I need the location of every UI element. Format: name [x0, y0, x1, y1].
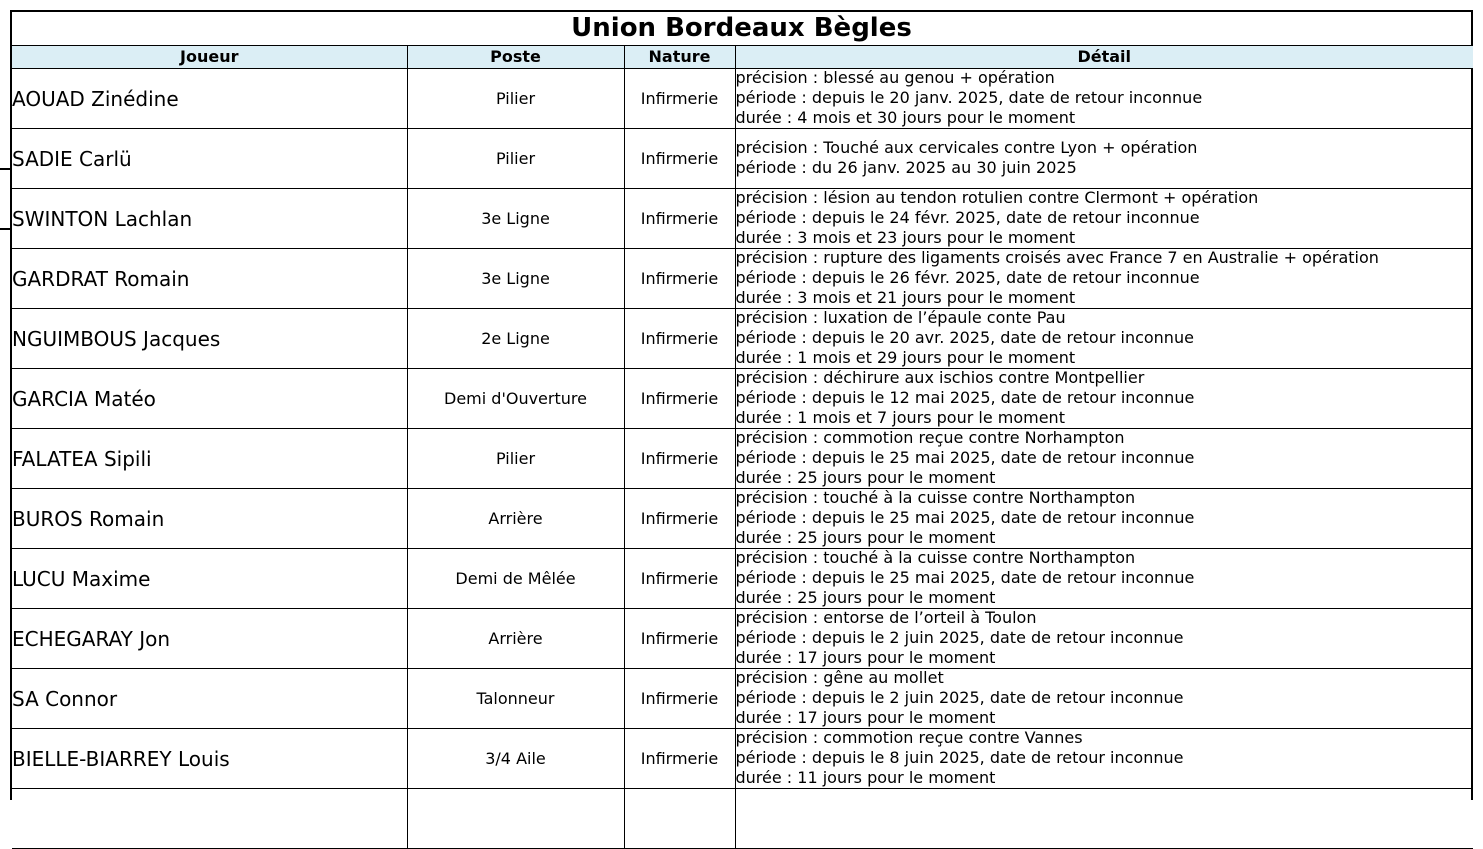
cell-nature[interactable]: Infirmerie — [624, 549, 735, 609]
detail-line: durée : 4 mois et 30 jours pour le moment — [735, 108, 1076, 127]
detail-line: précision : luxation de l’épaule conte Pau — [735, 308, 1066, 327]
cell-poste[interactable]: 3/4 Aile — [407, 729, 624, 789]
column-header-detail[interactable]: Détail — [735, 46, 1473, 69]
cell-poste[interactable]: Demi d'Ouverture — [407, 369, 624, 429]
cell-poste[interactable]: Talonneur — [407, 669, 624, 729]
table-row — [12, 249, 1473, 309]
cell-detail[interactable] — [735, 669, 1473, 729]
header-row — [12, 46, 1473, 69]
cell-poste[interactable]: 3e Ligne — [407, 189, 624, 249]
detail-line: durée : 25 jours pour le moment — [735, 588, 996, 607]
detail-line: durée : 17 jours pour le moment — [735, 648, 996, 667]
cell-joueur[interactable]: SWINTON Lachlan — [12, 189, 407, 249]
cell-detail[interactable] — [735, 369, 1473, 429]
detail-line: période : depuis le 26 févr. 2025, date de retour inconnue — [735, 268, 1200, 287]
detail-line: période : depuis le 25 mai 2025, date de retour inconnue — [735, 568, 1195, 587]
detail-line: précision : touché à la cuisse contre Northampton — [735, 488, 1136, 507]
detail-line: période : depuis le 25 mai 2025, date de retour inconnue — [735, 508, 1195, 527]
cell-detail[interactable] — [735, 129, 1473, 189]
table-row — [12, 429, 1473, 489]
cell-poste[interactable]: 2e Ligne — [407, 309, 624, 369]
cell-detail[interactable] — [735, 189, 1473, 249]
detail-line: période : depuis le 2 juin 2025, date de retour inconnue — [735, 628, 1184, 647]
cell-poste[interactable]: Pilier — [407, 69, 624, 129]
detail-line: précision : rupture des ligaments croisés avec France 7 en Australie + opération — [735, 248, 1379, 267]
cell-nature[interactable]: Infirmerie — [624, 369, 735, 429]
injury-table — [12, 46, 1473, 849]
cell-nature[interactable]: Infirmerie — [624, 489, 735, 549]
detail-line: précision : commotion reçue contre Vannes — [735, 728, 1083, 747]
detail-line: période : depuis le 20 avr. 2025, date de retour inconnue — [735, 328, 1194, 347]
detail-line: durée : 1 mois et 7 jours pour le moment — [735, 408, 1065, 427]
detail-line: précision : déchirure aux ischios contre Montpellier — [735, 368, 1145, 387]
detail-line: précision : entorse de l’orteil à Toulon — [735, 608, 1037, 627]
detail-line: durée : 25 jours pour le moment — [735, 468, 996, 487]
cell-poste[interactable]: Arrière — [407, 609, 624, 669]
cell-joueur[interactable]: ECHEGARAY Jon — [12, 609, 407, 669]
cell-nature[interactable]: Infirmerie — [624, 429, 735, 489]
empty-cell[interactable] — [624, 789, 735, 849]
table-row — [12, 549, 1473, 609]
row-marker — [0, 228, 10, 230]
detail-line: période : depuis le 20 janv. 2025, date de retour inconnue — [735, 88, 1203, 107]
cell-poste[interactable]: 3e Ligne — [407, 249, 624, 309]
column-header-joueur[interactable]: Joueur — [12, 46, 407, 69]
detail-line: période : depuis le 2 juin 2025, date de retour inconnue — [735, 688, 1184, 707]
cell-joueur[interactable]: NGUIMBOUS Jacques — [12, 309, 407, 369]
cell-poste[interactable]: Pilier — [407, 429, 624, 489]
detail-line: précision : lésion au tendon rotulien contre Clermont + opération — [735, 188, 1259, 207]
cell-nature[interactable]: Infirmerie — [624, 729, 735, 789]
cell-detail[interactable] — [735, 489, 1473, 549]
cell-joueur[interactable]: FALATEA Sipili — [12, 429, 407, 489]
detail-line: durée : 3 mois et 21 jours pour le moment — [735, 288, 1076, 307]
table-row — [12, 729, 1473, 789]
detail-line: précision : blessé au genou + opération — [735, 68, 1055, 87]
cell-detail[interactable] — [735, 429, 1473, 489]
table-row — [12, 309, 1473, 369]
detail-line: durée : 11 jours pour le moment — [735, 768, 996, 787]
table-row — [12, 129, 1473, 189]
cell-poste[interactable]: Arrière — [407, 489, 624, 549]
table-row — [12, 609, 1473, 669]
cell-joueur[interactable]: BIELLE-BIARREY Louis — [12, 729, 407, 789]
empty-cell[interactable] — [407, 789, 624, 849]
detail-line: durée : 25 jours pour le moment — [735, 528, 996, 547]
sheet-title: Union Bordeaux Bègles — [12, 12, 1471, 46]
cell-nature[interactable]: Infirmerie — [624, 609, 735, 669]
detail-line: précision : touché à la cuisse contre Northampton — [735, 548, 1136, 567]
detail-line: période : depuis le 8 juin 2025, date de retour inconnue — [735, 748, 1184, 767]
cell-nature[interactable]: Infirmerie — [624, 669, 735, 729]
detail-line: précision : Touché aux cervicales contre Lyon + opération — [735, 138, 1198, 157]
cell-detail[interactable] — [735, 609, 1473, 669]
cell-detail[interactable] — [735, 69, 1473, 129]
table-row — [12, 69, 1473, 129]
detail-line: période : depuis le 12 mai 2025, date de retour inconnue — [735, 388, 1195, 407]
cell-joueur[interactable]: GARCIA Matéo — [12, 369, 407, 429]
detail-line: durée : 1 mois et 29 jours pour le moment — [735, 348, 1076, 367]
cell-joueur[interactable]: GARDRAT Romain — [12, 249, 407, 309]
cell-nature[interactable]: Infirmerie — [624, 69, 735, 129]
cell-detail[interactable] — [735, 729, 1473, 789]
table-row — [12, 369, 1473, 429]
detail-line: durée : 17 jours pour le moment — [735, 708, 996, 727]
cell-joueur[interactable]: AOUAD Zinédine — [12, 69, 407, 129]
column-header-poste[interactable]: Poste — [407, 46, 624, 69]
cell-nature[interactable]: Infirmerie — [624, 309, 735, 369]
table-row — [12, 489, 1473, 549]
table-row — [12, 189, 1473, 249]
cell-detail[interactable] — [735, 309, 1473, 369]
cell-joueur[interactable]: SA Connor — [12, 669, 407, 729]
injury-table-sheet — [10, 10, 1473, 800]
cell-detail[interactable] — [735, 549, 1473, 609]
empty-cell[interactable] — [12, 789, 407, 849]
detail-line: précision : gêne au mollet — [735, 668, 944, 687]
cell-nature[interactable]: Infirmerie — [624, 189, 735, 249]
cell-nature[interactable]: Infirmerie — [624, 129, 735, 189]
empty-cell[interactable] — [735, 789, 1473, 849]
row-marker — [0, 168, 10, 170]
detail-line: précision : commotion reçue contre Norhampton — [735, 428, 1125, 447]
cell-joueur[interactable]: BUROS Romain — [12, 489, 407, 549]
detail-line: période : du 26 janv. 2025 au 30 juin 2025 — [735, 158, 1077, 177]
cell-poste[interactable]: Demi de Mêlée — [407, 549, 624, 609]
column-header-nature[interactable]: Nature — [624, 46, 735, 69]
cell-nature[interactable]: Infirmerie — [624, 249, 735, 309]
cell-joueur[interactable]: LUCU Maxime — [12, 549, 407, 609]
cell-poste[interactable]: Pilier — [407, 129, 624, 189]
cell-detail[interactable] — [735, 249, 1473, 309]
detail-line: période : depuis le 25 mai 2025, date de retour inconnue — [735, 448, 1195, 467]
detail-line: période : depuis le 24 févr. 2025, date de retour inconnue — [735, 208, 1200, 227]
detail-line: durée : 3 mois et 23 jours pour le moment — [735, 228, 1076, 247]
table-row — [12, 669, 1473, 729]
empty-row — [12, 789, 1473, 849]
cell-joueur[interactable]: SADIE Carlü — [12, 129, 407, 189]
